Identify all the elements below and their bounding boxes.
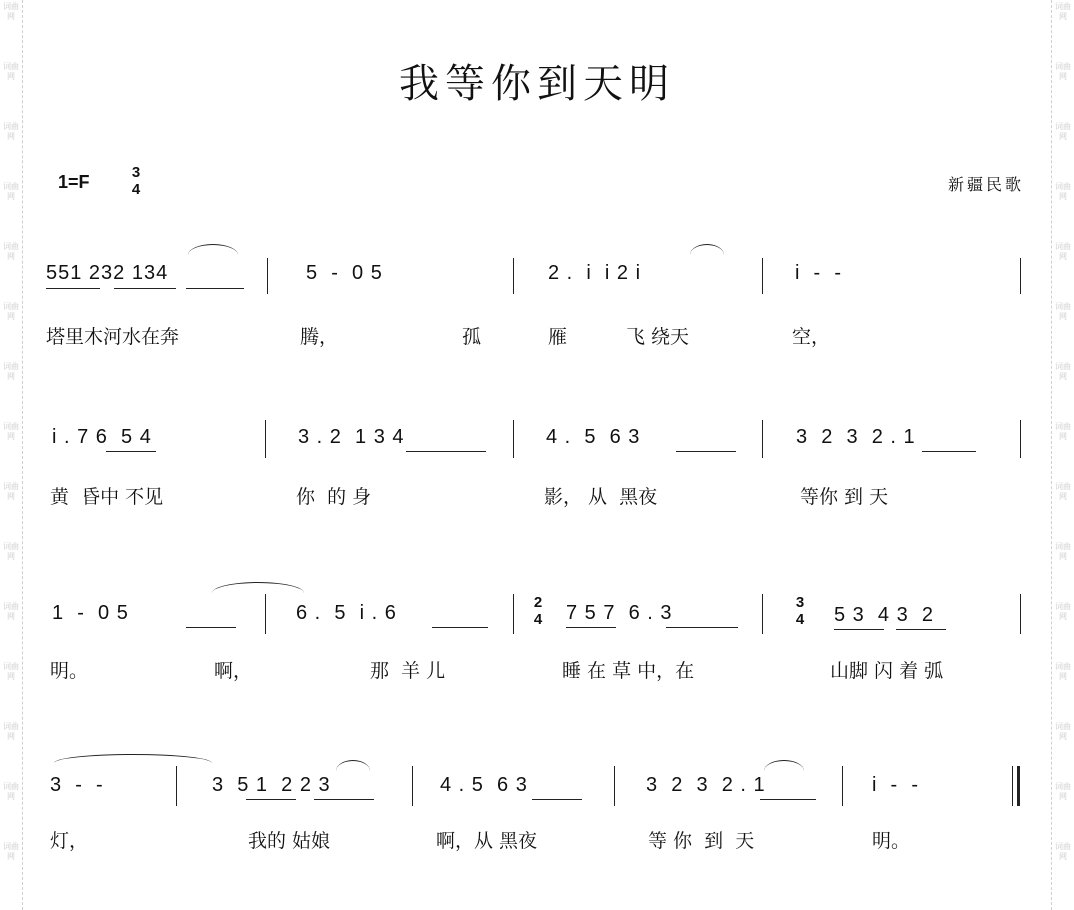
slur xyxy=(336,760,370,771)
beam-underline xyxy=(246,799,296,800)
watermark-text: 词曲网 xyxy=(3,782,19,801)
barline xyxy=(1012,766,1013,806)
lyric: 我的 姑娘 xyxy=(248,830,331,852)
measure: 551 232 134 xyxy=(46,262,169,284)
watermark-text: 词曲网 xyxy=(1055,542,1071,561)
barline xyxy=(762,594,763,634)
slur xyxy=(690,244,724,255)
beam-underline xyxy=(532,799,582,800)
lyric: 等 你 到 天 xyxy=(648,830,755,852)
watermark-text: 词曲网 xyxy=(3,122,19,141)
lyric: 影， 从 黑夜 xyxy=(544,486,658,508)
watermark-text: 词曲网 xyxy=(1055,2,1071,21)
watermark-text: 词曲网 xyxy=(1055,242,1071,261)
left-watermark-strip xyxy=(0,0,23,910)
barline xyxy=(1020,258,1021,294)
watermark-text: 词曲网 xyxy=(1055,842,1071,861)
beam-underline xyxy=(834,629,884,630)
barline xyxy=(513,594,514,634)
watermark-text: 词曲网 xyxy=(1055,302,1071,321)
lyric: 山脚 闪 着 弧 xyxy=(830,660,944,682)
watermark-text: 词曲网 xyxy=(3,722,19,741)
barline xyxy=(762,258,763,294)
time-signature-numerator: 3 xyxy=(131,164,141,181)
beam-underline xyxy=(676,451,736,452)
barline xyxy=(762,420,763,458)
lyric: 飞 绕天 xyxy=(626,326,690,348)
watermark-text: 词曲网 xyxy=(1055,362,1071,381)
measure: i - - xyxy=(795,262,842,284)
lyric: 腾， xyxy=(300,326,339,348)
barline xyxy=(513,258,514,294)
song-title: 我等你到天明 xyxy=(399,61,675,107)
time-signature-numerator: 2 xyxy=(533,594,543,611)
barline xyxy=(176,766,177,806)
measure: i . 7 6 5 4 xyxy=(52,426,152,448)
watermark-text: 词曲网 xyxy=(3,2,19,21)
beam-underline xyxy=(406,451,486,452)
watermark-text: 词曲网 xyxy=(1055,122,1071,141)
beam-underline xyxy=(106,451,156,452)
watermark-text: 词曲网 xyxy=(1055,422,1071,441)
measure: 3 . 2 1 3 4 xyxy=(298,426,405,448)
composer-credit: 新疆民歌 xyxy=(947,175,1024,194)
beam-underline xyxy=(896,629,946,630)
lyric: 等你 到 天 xyxy=(800,486,889,508)
watermark-text: 词曲网 xyxy=(3,362,19,381)
watermark-text: 词曲网 xyxy=(3,62,19,81)
watermark-text: 词曲网 xyxy=(1055,182,1071,201)
lyric: 明。 xyxy=(872,830,911,852)
watermark-text: 词曲网 xyxy=(1055,782,1071,801)
measure: 2 . i i 2 i xyxy=(548,262,642,284)
slur xyxy=(764,760,804,771)
lyric: 灯， xyxy=(50,830,89,852)
lyric: 雁 xyxy=(548,326,568,348)
measure: 4 . 5 6 3 xyxy=(440,774,528,796)
barline xyxy=(842,766,843,806)
barline xyxy=(267,258,268,294)
watermark-text: 词曲网 xyxy=(3,242,19,261)
lyric: 空， xyxy=(792,326,831,348)
beam-underline xyxy=(314,799,374,800)
lyric: 黄 昏中 不见 xyxy=(50,486,164,508)
time-signature xyxy=(128,164,144,198)
watermark-text: 词曲网 xyxy=(1055,62,1071,81)
barline xyxy=(614,766,615,806)
right-watermark-strip xyxy=(1051,0,1074,910)
barline xyxy=(265,420,266,458)
measure: 3 2 3 2 . 1 xyxy=(796,426,916,448)
barline xyxy=(1020,594,1021,634)
barline xyxy=(1020,420,1021,458)
measure: 3 5 1 2 2 3 xyxy=(212,774,331,796)
watermark-text: 词曲网 xyxy=(3,662,19,681)
beam-underline xyxy=(186,627,236,628)
slur xyxy=(212,582,304,593)
lyric: 那 羊 儿 xyxy=(370,660,446,682)
time-signature-denominator: 4 xyxy=(533,611,543,628)
beam-underline xyxy=(46,288,100,289)
lyric: 塔里木河水在奔 xyxy=(46,326,180,348)
beam-underline xyxy=(666,627,738,628)
measure: 6 . 5 i . 6 xyxy=(296,602,397,624)
measure: 5 3 4 3 2 xyxy=(834,604,934,626)
measure: i - - xyxy=(872,774,919,796)
watermark-text: 词曲网 xyxy=(1055,662,1071,681)
time-signature-change xyxy=(530,594,546,628)
measure: 4 . 5 6 3 xyxy=(546,426,641,448)
beam-underline xyxy=(114,288,176,289)
time-signature-denominator: 4 xyxy=(131,181,141,198)
barline xyxy=(513,420,514,458)
watermark-text: 词曲网 xyxy=(1055,482,1071,501)
time-signature-denominator: 4 xyxy=(795,611,805,628)
watermark-text: 词曲网 xyxy=(3,482,19,501)
lyric: 你 的 身 xyxy=(296,486,372,508)
watermark-text: 词曲网 xyxy=(3,302,19,321)
lyric: 明。 xyxy=(50,660,89,682)
lyric: 孤 xyxy=(462,326,482,348)
watermark-text: 词曲网 xyxy=(3,422,19,441)
lyric: 啊， xyxy=(214,660,253,682)
measure: 7 5 7 6 . 3 xyxy=(566,602,673,624)
watermark-text: 词曲网 xyxy=(3,602,19,621)
slur xyxy=(188,244,238,255)
beam-underline xyxy=(432,627,488,628)
lyric: 啊，从 黑夜 xyxy=(436,830,538,852)
final-barline xyxy=(1017,766,1020,806)
beam-underline xyxy=(922,451,976,452)
slur xyxy=(54,754,212,763)
watermark-text: 词曲网 xyxy=(3,182,19,201)
barline xyxy=(265,594,266,634)
measure: 5 - 0 5 xyxy=(306,262,383,284)
time-signature-numerator: 3 xyxy=(795,594,805,611)
key-signature: 1=F xyxy=(58,172,90,192)
beam-underline xyxy=(566,627,616,628)
watermark-text: 词曲网 xyxy=(3,842,19,861)
barline xyxy=(412,766,413,806)
measure: 3 - - xyxy=(50,774,104,796)
watermark-text: 词曲网 xyxy=(3,542,19,561)
beam-underline xyxy=(760,799,816,800)
measure: 3 2 3 2 . 1 xyxy=(646,774,766,796)
beam-underline xyxy=(186,288,244,289)
watermark-text: 词曲网 xyxy=(1055,722,1071,741)
time-signature-change xyxy=(792,594,808,628)
measure: 1 - 0 5 xyxy=(52,602,129,624)
watermark-text: 词曲网 xyxy=(1055,602,1071,621)
lyric: 睡 在 草 中，在 xyxy=(562,660,695,682)
